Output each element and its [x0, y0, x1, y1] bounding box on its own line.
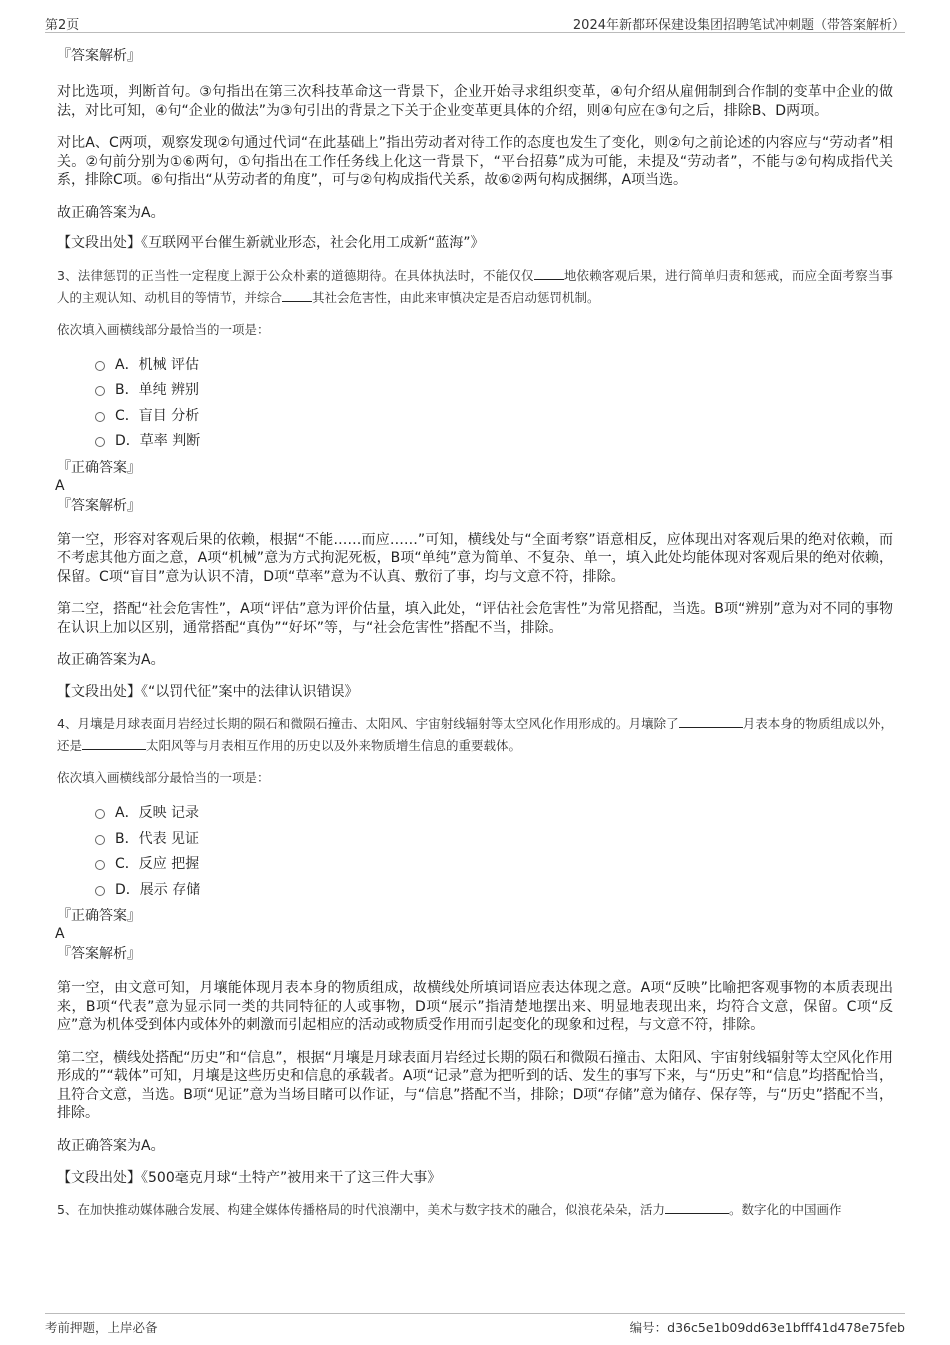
question-3-stem	[57, 265, 893, 309]
answer-line: 故正确答案为A。	[57, 652, 165, 668]
source-line: 【文段出处】《互联网平台催生新就业形态，社会化用工成新“蓝海”》	[57, 234, 485, 251]
radio-circle-icon[interactable]	[95, 412, 105, 422]
option-label: C．盲目 分析	[115, 407, 200, 424]
analysis-paragraph: 对比A、C两项，观察发现②句通过代词“在此基础上”指出劳动者对待工作的态度也发生了变化，则②句之前论述的内容应与“劳动者”相关。②句前分别为①⑥两句，①句指出在工作任务线上化这一背景下，“平台招募”成为可能，未提及“劳动者”，不能与②句构成指代关系，排除C项。⑥句指出“从劳动者的角度”，可与②句构成指代关系，故⑥②两句构成捆绑，A项当选。	[57, 135, 893, 188]
radio-circle-icon[interactable]	[95, 886, 105, 896]
stem-text: 太阳风等与月表相互作用的历史以及外来物质增生信息的重要载体。	[146, 738, 522, 753]
option-b[interactable]	[95, 378, 893, 404]
document-id: 编号：d36c5e1b09dd63e1bfff41d478e75feb	[629, 1320, 905, 1335]
fill-blank	[679, 715, 743, 728]
option-label: A．机械 评估	[115, 356, 200, 373]
analysis-label: 『答案解析』	[57, 946, 141, 962]
fill-blank	[282, 289, 312, 302]
stem-text: 。数字化的中国画作	[728, 1201, 842, 1217]
analysis-paragraph: 对比选项，判断首句。③句指出在第三次科技革命这一背景下，企业开始寻求组织变革，④句介绍从雇佣制到合作制的变革中企业的做法，对比可知，④句“企业的做法”为③句引出的背景之下关于企业变革更具体的介绍，则④句应在③句之后，排除B、D两项。	[57, 84, 893, 119]
correct-answer: A	[55, 477, 65, 494]
answer-line: 故正确答案为A。	[57, 1137, 165, 1154]
option-d[interactable]	[95, 878, 893, 904]
question-4-stem	[57, 713, 893, 757]
options-list	[95, 801, 893, 903]
document-body	[57, 45, 893, 1221]
correct-answer-label: 『正确答案』	[57, 459, 141, 476]
page-header	[45, 14, 905, 33]
option-b[interactable]	[95, 827, 893, 853]
analysis-label: 『答案解析』	[57, 497, 141, 514]
document-title: 2024年新都环保建设集团招聘笔试冲刺题（带答案解析）	[572, 18, 905, 33]
correct-answer-label: 『正确答案』	[57, 908, 141, 924]
option-label: A．反映 记录	[115, 805, 200, 821]
option-a[interactable]	[95, 801, 893, 827]
page-number: 第2页	[45, 18, 80, 33]
stem-text: 月表本身的物质组成以外，还是	[57, 716, 893, 753]
page-footer	[45, 1313, 905, 1338]
option-label: C．反应 把握	[115, 856, 200, 872]
radio-circle-icon[interactable]	[95, 361, 105, 371]
radio-circle-icon[interactable]	[95, 860, 105, 870]
analysis-paragraph: 第一空，形容对客观后果的依赖，根据“不能……而应……”可知，横线处与“全面考察”语意相反，应体现出对客观后果的绝对依赖，而不考虑其他方面之意，A项“机械”意为方式拘泥死板，B项“单纯”意为简单、不复杂、单一，填入此处均能体现对客观后果的绝对依赖，保留。C项“盲目”意为认识不清，D项“草率”意为不认真、敷衍了事，均与文意不符，排除。	[57, 531, 893, 585]
source-line: 【文段出处】《500毫克月球“土特产”被用来干了这三件大事》	[57, 1169, 442, 1186]
fill-blank	[534, 267, 564, 280]
stem-text: 其社会危害性，由此来审慎决定是否启动惩罚机制。	[312, 289, 600, 305]
option-label: D．展示 存储	[115, 881, 201, 898]
option-label: D．草率 判断	[115, 433, 201, 449]
question-prompt: 依次填入画横线部分最恰当的一项是：	[57, 321, 270, 337]
fill-blank	[665, 1201, 729, 1214]
option-label: B．单纯 辨别	[115, 382, 200, 398]
question-5-stem	[57, 1199, 893, 1221]
analysis-paragraph: 第二空，搭配“社会危害性”，A项“评估”意为评价估量，填入此处，“评估社会危害性”为常见搭配，当选。B项“辨别”意为对不同的事物在认识上加以区别，通常搭配“真伪”“好坏”等，与“社会危害性”搭配不当，排除。	[57, 601, 893, 636]
analysis-paragraph: 第一空，由文意可知，月壤能体现月表本身的物质组成，故横线处所填词语应表达体现之意。A项“反映”比喻把客观事物的本质表现出来，B项“代表”意为显示同一类的共同特征的人或事物，D项“展示”指清楚地摆出来、明显地表现出来，均符合文意，保留。C项“反应”意为机体受到体内或体外的刺激而引起相应的活动或物质受作用而引起变化的现象和过程，与文意不符，排除。	[57, 980, 893, 1033]
fill-blank	[82, 737, 146, 750]
answer-line: 故正确答案为A。	[57, 204, 165, 221]
radio-circle-icon[interactable]	[95, 835, 105, 845]
stem-text: 地依赖客观后果，进行简单归责和惩戒，而应全面考察当事人的主观认知、动机目的等情节，并综合	[57, 267, 893, 305]
radio-circle-icon[interactable]	[95, 386, 105, 396]
analysis-paragraph: 第二空，横线处搭配“历史”和“信息”，根据“月壤是月球表面月岩经过长期的陨石和微陨石撞击、太阳风、宇宙射线辐射等太空风化作用形成的”“载体”可知，月壤是这些历史和信息的承载者。A项“记录”意为把听到的话、发生的事写下来，与“历史”和“信息”均搭配恰当，且符合文意，当选。B项“见证”意为当场目睹可以作证，与“信息”搭配不当，排除；D项“存储”意为储存、保存等，与“历史”搭配不当，排除。	[57, 1049, 893, 1121]
option-d[interactable]	[95, 429, 893, 455]
question-prompt: 依次填入画横线部分最恰当的一项是：	[57, 770, 270, 785]
radio-circle-icon[interactable]	[95, 437, 105, 447]
correct-answer: A	[55, 926, 65, 942]
options-list	[95, 353, 893, 455]
stem-text: 3、法律惩罚的正当性一定程度上源于公众朴素的道德期待。在具体执法时，不能仅仅	[57, 267, 534, 283]
option-c[interactable]	[95, 852, 893, 878]
option-c[interactable]	[95, 404, 893, 430]
option-a[interactable]	[95, 353, 893, 379]
option-label: B．代表 见证	[115, 830, 200, 847]
stem-text: 4、月壤是月球表面月岩经过长期的陨石和微陨石撞击、太阳风、宇宙射线辐射等太空风化作用形成的。月壤除了	[57, 716, 679, 731]
analysis-label: 『答案解析』	[57, 48, 141, 64]
stem-text: 5、在加快推动媒体融合发展、构建全媒体传播格局的时代浪潮中，美术与数字技术的融合，似浪花朵朵，活力	[57, 1201, 665, 1217]
footer-slogan: 考前押题，上岸必备	[45, 1320, 158, 1335]
radio-circle-icon[interactable]	[95, 809, 105, 819]
source-line: 【文段出处】《“以罚代征”案中的法律认识错误》	[57, 684, 359, 700]
